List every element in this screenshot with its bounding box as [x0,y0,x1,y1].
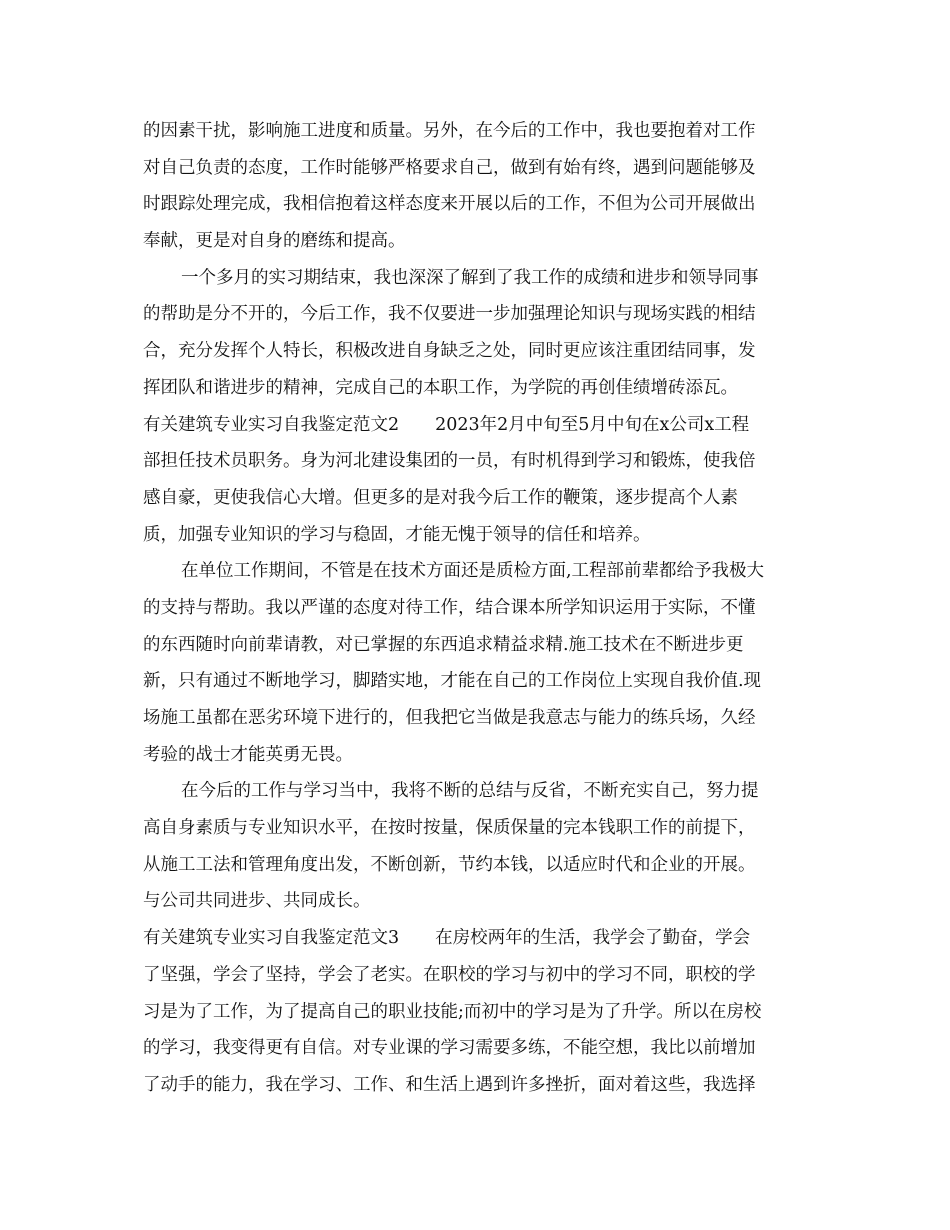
text-line: 新，只有通过不断地学习，脚踏实地，才能在自己的工作岗位上实现自我价值.现 [143,671,762,692]
text-line: 奉献，更是对自身的磨练和提高。 [143,231,406,252]
text-line: 的学习，我变得更有自信。对专业课的学习需要多练，不能空想，我比以前增加 [143,1038,756,1059]
paragraph [143,920,808,1103]
text-line: 了坚强，学会了坚持，学会了老实。在职校的学习与初中的学习不同，职校的学 [143,964,756,985]
document-body [143,113,808,1104]
paragraph [143,553,808,773]
paragraph [143,113,808,260]
text-line: 高自身素质与专业知识水平，在按时按量，保质保量的完本钱职工作的前提下， [143,818,756,839]
text-line: 感自豪，更使我信心大增。但更多的是对我今后工作的鞭策，逐步提高个人素 [143,487,738,508]
text-run: 在房校两年的生活，我学会了勤奋，学会 [435,928,751,949]
paragraph [143,773,808,920]
text-line: 合，充分发挥个人特长，积极改进自身缺乏之处，同时更应该注重团结同事，发 [143,341,756,362]
text-line: 与公司共同进步、共同成长。 [143,891,371,912]
heading-line [143,920,808,957]
section-heading: 有关建筑专业实习自我鉴定范文3 [143,928,400,949]
paragraph [143,407,808,554]
text-line: 的帮助是分不开的，今后工作，我不仅要进一步加强理论知识与现场实践的相结 [143,304,756,325]
text-line: 了动手的能力，我在学习、工作、和生活上遇到许多挫折，面对着这些，我选择 [143,1074,756,1095]
text-line: 考验的战士才能英勇无畏。 [143,744,353,765]
text-line: 从施工工法和管理角度出发，不断创新，节约本钱，以适应时代和企业的开展。 [143,854,756,875]
text-line: 质，加强专业知识的学习与稳固，才能无愧于领导的信任和培养。 [143,524,651,545]
heading-line [143,407,808,444]
text-line: 挥团队和谐进步的精神，完成自己的本职工作，为学院的再创佳绩增砖添瓦。 [143,377,738,398]
text-line: 的支持与帮助。我以严谨的态度对待工作，结合课本所学知识运用于实际，不懂 [143,597,756,618]
text-line: 的因素干扰，影响施工进度和质量。另外，在今后的工作中，我也要抱着对工作 [143,121,756,141]
text-line: 的东西随时向前辈请教，对已掌握的东西追求精益求精.施工技术在不断进步更 [143,634,744,655]
text-line: 习是为了工作，为了提高自己的职业技能;而初中的学习是为了升学。所以在房校 [143,1001,762,1022]
text-line: 部担任技术员职务。身为河北建设集团的一员，有时机得到学习和锻炼，使我倍 [143,451,756,472]
section-heading: 有关建筑专业实习自我鉴定范文2 [143,414,400,435]
text-run: 2023年2月中旬至5月中旬在x公司x工程 [435,414,750,435]
text-line: 场施工虽都在恶劣环境下进行的，但我把它当做是我意志与能力的练兵场，久经 [143,708,756,728]
text-line: 时跟踪处理完成，我相信抱着这样态度来开展以后的工作，不但为公司开展做出 [143,194,756,215]
text-line: 对自己负责的态度，工作时能够严格要求自己，做到有始有终，遇到问题能够及 [143,157,756,178]
text-line: 在今后的工作与学习当中，我将不断的总结与反省，不断充实自己，努力提 [181,781,759,802]
paragraph [143,260,808,407]
text-line: 在单位工作期间，不管是在技术方面还是质检方面,工程部前辈都给予我极大 [181,561,765,582]
text-line: 一个多月的实习期结束，我也深深了解到了我工作的成绩和进步和领导同事 [181,267,759,288]
